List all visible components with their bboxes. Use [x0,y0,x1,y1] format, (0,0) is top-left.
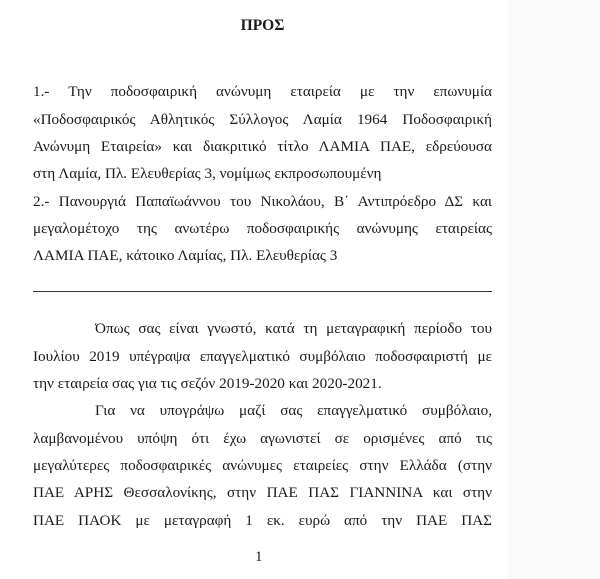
paragraph-2-line-4: ΠΑΕ ΑΡΗΣ Θεσσαλονίκης, στην ΠΑΕ ΠΑΣ ΓΙΑΝΝΙΝΑ και στην [33,484,492,501]
page-number: 1 [255,549,263,565]
recipient-2-line-1: 2.- Πανουργιά Παπαϊωάννου του Νικολάου, Β΄ Αντιπρόεδρο ΔΣ και [33,193,492,210]
recipient-1-line-4: στη Λαμία, Πλ. Ελευθερίας 3, νομίμως εκπροσωπουμένη [33,165,382,182]
paragraph-1-line-3: την εταιρεία σας για τις σεζόν 2019-2020 και 2020-2021. [33,375,382,392]
scan-margin-shade [508,0,600,579]
paragraph-2-line-5: ΠΑΕ ΠΑΟΚ με μεταγραφή 1 εκ. ευρώ από την ΠΑΕ ΠΑΣ [33,512,492,529]
recipient-2-line-3: ΛΑΜΙΑ ΠΑΕ, κάτοικο Λαμίας, Πλ. Ελευθερίας 3 [33,247,338,264]
paragraph-2-line-2: λαμβανομένου υπόψη ότι έχω αγωνιστεί σε ορισμένες από τις [33,430,492,447]
paragraph-1-line-1: Όπως σας είναι γνωστό, κατά τη μεταγραφική περίοδο του [95,320,492,337]
paragraph-1-line-2: Ιουλίου 2019 υπέγραψα επαγγελματικό συμβόλαιο ποδοσφαιριστή με [33,348,492,365]
document-title: ΠΡΟΣ [240,17,285,34]
recipient-2-line-2: μεγαλομέτοχο της ανωτέρω ποδοσφαιρικής ανώνυμης εταιρείας [33,220,492,237]
recipient-1-line-1: 1.- Την ποδοσφαιρική ανώνυμη εταιρεία με την επωνυμία [33,83,492,100]
paragraph-2-line-3: μεγαλύτερες ποδοσφαιρικές ανώνυμες εταιρείες στην Ελλάδα (στην [33,457,492,474]
recipient-1-line-3: Ανώνυμη Εταιρεία» και διακριτικό τίτλο ΛΑΜΙΑ ΠΑΕ, εδρεύουσα [33,138,492,155]
paragraph-2-line-1: Για να υπογράψω μαζί σας επαγγελματικό συμβόλαιο, [95,402,492,419]
recipient-1-line-2: «Ποδοσφαιρικός Αθλητικός Σύλλογος Λαμία 1964 Ποδοσφαιρική [33,111,492,128]
separator-rule [33,291,492,292]
